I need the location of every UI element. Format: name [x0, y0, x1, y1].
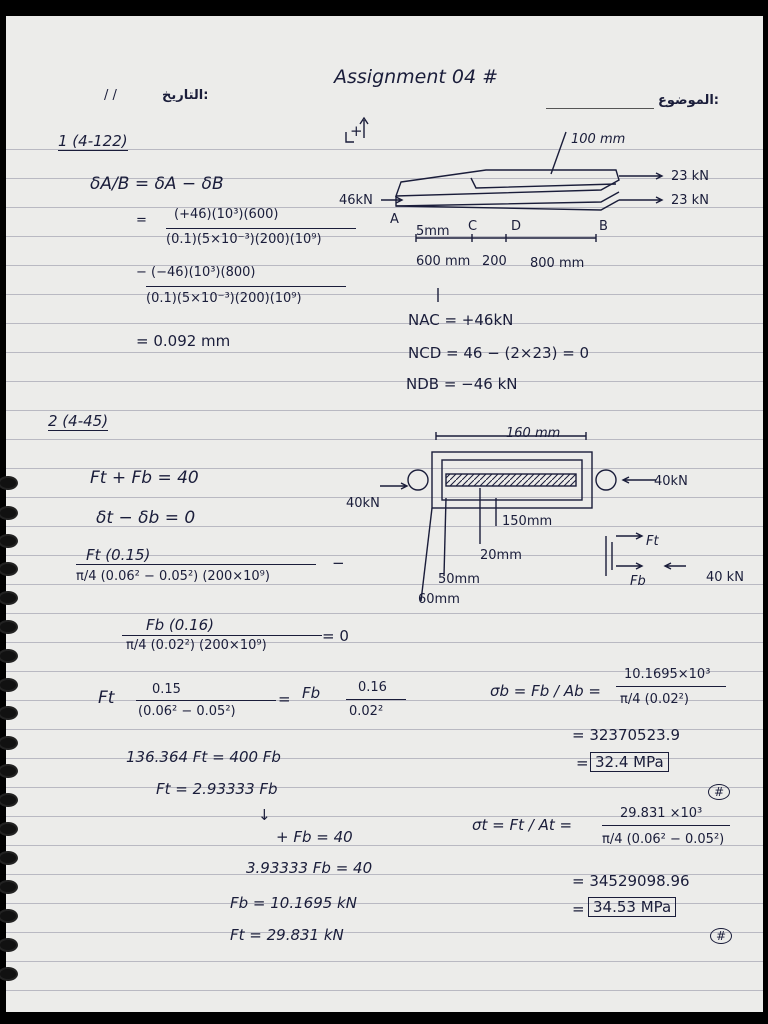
- binding-ring: [0, 851, 18, 865]
- p1-eq3-num: − (−46)(10³)(800): [136, 265, 256, 280]
- binding-ring: [0, 909, 18, 923]
- p2-ratio-eq: =: [278, 690, 291, 708]
- page-title: Assignment 04 #: [334, 66, 499, 88]
- fig2-inner-dia: 50mm: [438, 572, 480, 587]
- p2-sigma-b-num: 10.1695×10³: [624, 667, 711, 682]
- p2-frac-ratio-fb: [346, 699, 406, 700]
- p2-frac-sigma-b: [616, 686, 726, 687]
- fbd-ft-arrow: [616, 533, 642, 539]
- binding-ring: [0, 649, 18, 663]
- p2-sigma-t-den: π/4 (0.06² − 0.05²): [602, 832, 725, 847]
- p2-ft-result: Ft = 29.831 kN: [230, 926, 344, 944]
- p2-sigma-b-den: π/4 (0.02²): [620, 692, 689, 707]
- binding-ring: [0, 534, 18, 548]
- bottom-load-arrow: [619, 197, 662, 203]
- p2-ft-num: Ft (0.15): [86, 546, 151, 564]
- p1-result: = 0.092 mm: [136, 332, 231, 350]
- right-end: [596, 470, 616, 490]
- p2-frac-fb: [122, 635, 322, 636]
- fig1-thickness: 5mm: [416, 224, 450, 239]
- fig1-seg3: 800 mm: [530, 256, 585, 271]
- p2-eq-zero: = 0: [322, 627, 349, 645]
- binding-ring: [0, 591, 18, 605]
- problem2-tag: 2 (4-45): [48, 412, 109, 430]
- p1-eq2-num: (+46)(10³)(600): [174, 207, 279, 222]
- p2-fb-result: Fb = 10.1695 kN: [230, 894, 357, 912]
- outer-dia-pointer: [421, 508, 432, 601]
- binding-ring: [0, 822, 18, 836]
- p2-frac-ratio-ft: [136, 700, 276, 701]
- binding-ring: [0, 764, 18, 778]
- p2-sigma-t-num: 29.831 ×10³: [620, 806, 703, 821]
- date-label: التاريخ:: [162, 88, 209, 103]
- p2-fb-num: Fb (0.16): [146, 616, 215, 634]
- subject-line: [546, 108, 654, 109]
- p2-ratio-fb: Fb: [302, 684, 321, 702]
- p1-eq3-den: (0.1)(5×10⁻³)(200)(10⁹): [146, 291, 302, 306]
- fig1-point-c: C: [468, 219, 478, 234]
- binding-ring: [0, 967, 18, 981]
- date-value: / /: [104, 88, 117, 103]
- p2-ratio-fb-num: 0.16: [358, 680, 387, 695]
- p1-eq1: δA/B = δA − δB: [90, 174, 224, 194]
- fbd-plates: [606, 536, 612, 576]
- rod: [446, 474, 576, 486]
- fig1-point-b: B: [599, 219, 608, 234]
- binding-ring: [0, 880, 18, 894]
- p2-step2: Ft = 2.93333 Fb: [156, 780, 278, 798]
- fig1-point-d: D: [511, 219, 522, 234]
- p2-ft-den: π/4 (0.06² − 0.05²) (200×10⁹): [76, 569, 270, 584]
- p2-step1: 136.364 Ft = 400 Fb: [126, 748, 281, 766]
- fig2-fbd-load: 40 kN: [706, 570, 744, 585]
- p2-sigma-b-lhs: σb = Fb / Ab =: [490, 682, 601, 700]
- fig1-seg1: 600 mm: [416, 254, 471, 269]
- p2-step4: 3.93333 Fb = 40: [246, 859, 373, 877]
- notebook-page: [6, 16, 763, 1012]
- width-pointer: [551, 132, 566, 174]
- p2-sigma-t-eq: =: [572, 900, 585, 918]
- subject-label: الموضوع:: [658, 93, 719, 108]
- binding-ring: [0, 620, 18, 634]
- binding-ring: [0, 506, 18, 520]
- binding-ring: [0, 706, 18, 720]
- fbd-load-arrow: [665, 563, 686, 569]
- binding-ring: [0, 938, 18, 952]
- p1-equals: =: [136, 213, 147, 228]
- sign-convention: +: [350, 122, 363, 140]
- p1-eq2-den: (0.1)(5×10⁻³)(200)(10⁹): [166, 232, 322, 247]
- fig2-fbd-ft: Ft: [646, 534, 659, 549]
- p2-ratio-ft-den: (0.06² − 0.05²): [138, 704, 236, 719]
- fig1-width: 100 mm: [571, 132, 626, 147]
- problem1-tag: 1 (4-122): [58, 132, 128, 150]
- bar-middle: [396, 192, 619, 206]
- bar-split: [471, 178, 616, 188]
- p2-ratio-fb-den: 0.02²: [349, 704, 384, 719]
- fig2-rod-dia: 20mm: [480, 548, 522, 563]
- p2-substitute-arrow: ↓: [258, 806, 271, 824]
- p2-sigma-b-eq: =: [576, 754, 589, 772]
- sign-arrow: [346, 132, 354, 142]
- fig1-point-a: A: [390, 212, 399, 227]
- fig1-seg2: 200: [482, 254, 507, 269]
- binding-ring: [0, 476, 18, 490]
- fig2-outer-dia: 60mm: [418, 592, 460, 607]
- p1-nac: NAC = +46kN: [408, 311, 514, 329]
- left-load-arrow: [381, 197, 402, 203]
- p1-ndb: NDB = −46 kN: [406, 375, 518, 393]
- right-load-arrow: [623, 477, 656, 483]
- binding-ring: [0, 678, 18, 692]
- fig2-inner-length: 150mm: [502, 514, 553, 529]
- fig1-load-bottom: 23 kN: [671, 193, 709, 208]
- binding-ring: [0, 562, 18, 576]
- p2-sigma-t-lhs: σt = Ft / At =: [472, 816, 573, 834]
- fig2-load-right: 40kN: [654, 474, 688, 489]
- p2-sigma-t-val: = 34529098.96: [572, 872, 690, 890]
- left-load-arrow: [380, 483, 407, 489]
- p1-ncd: NCD = 46 − (2×23) = 0: [408, 344, 590, 362]
- p2-end-mark-2: #: [710, 928, 732, 944]
- sign-up-arrow: [360, 118, 368, 138]
- p2-fb-den: π/4 (0.02²) (200×10⁹): [126, 638, 267, 653]
- bar-top: [396, 170, 619, 196]
- p2-sigma-b-boxed: 32.4 MPa: [590, 752, 669, 772]
- p2-end-mark-1: #: [708, 784, 730, 800]
- p2-eq-sum: Ft + Fb = 40: [90, 468, 199, 488]
- p2-ratio-ft-num: 0.15: [152, 682, 181, 697]
- fig2-fbd-fb: Fb: [630, 574, 646, 589]
- left-end: [408, 470, 428, 490]
- p2-eq-compat: δt − δb = 0: [96, 508, 196, 528]
- binding-ring: [0, 736, 18, 750]
- fig2-load-left: 40kN: [346, 496, 380, 511]
- p2-step3: + Fb = 40: [276, 828, 353, 846]
- fbd-fb-arrow: [616, 563, 642, 569]
- p2-minus: −: [332, 554, 345, 572]
- inner-dia-pointer: [444, 498, 446, 576]
- p2-sigma-b-val: = 32370523.9: [572, 726, 680, 744]
- top-load-arrow: [619, 173, 662, 179]
- fig1-load-top: 23 kN: [671, 169, 709, 184]
- p2-sigma-t-boxed: 34.53 MPa: [588, 897, 676, 917]
- binding-ring: [0, 793, 18, 807]
- page-header-band: [6, 16, 763, 112]
- fig2-length: 160 mm: [506, 426, 561, 441]
- p2-frac-sigma-t: [602, 825, 730, 826]
- p1-frac2: [146, 286, 346, 287]
- p2-ratio-ft: Ft: [98, 688, 115, 708]
- p2-frac-ft: [76, 564, 316, 565]
- fig1-load-left: 46kN: [339, 193, 373, 208]
